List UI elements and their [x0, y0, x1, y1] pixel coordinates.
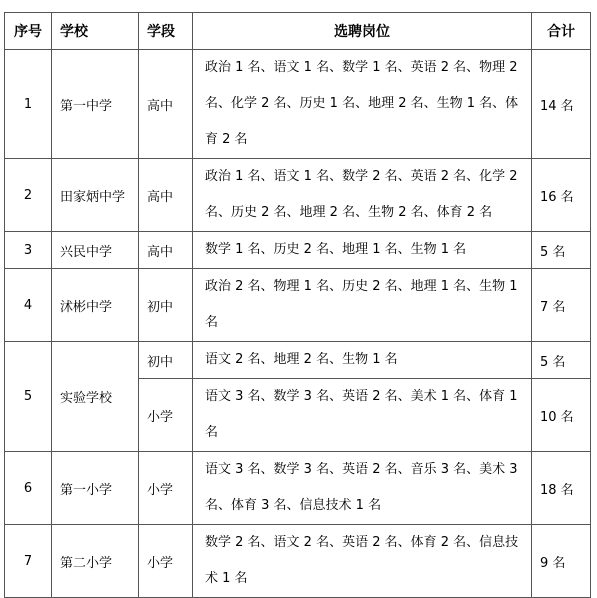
header-positions: 选聘岗位	[193, 13, 532, 50]
row-no: 2	[5, 159, 52, 232]
row-stage: 高中	[139, 159, 193, 232]
table-row	[5, 342, 591, 379]
row-no: 3	[5, 232, 52, 269]
table-row	[5, 50, 591, 159]
header-no: 序号	[5, 13, 52, 50]
row-stage: 小学	[139, 452, 193, 525]
row-stage: 高中	[139, 50, 193, 159]
row-no: 6	[5, 452, 52, 525]
row-school: 田家炳中学	[52, 159, 139, 232]
row-school: 沭彬中学	[52, 269, 139, 342]
row-no: 5	[5, 342, 52, 452]
row-school: 第一小学	[52, 452, 139, 525]
row-school: 第一中学	[52, 50, 139, 159]
row-stage: 初中	[139, 342, 193, 379]
row-positions: 数学 2 名、语文 2 名、英语 2 名、体育 2 名、信息技术 1 名	[193, 525, 532, 598]
row-positions: 政治 1 名、语文 1 名、数学 2 名、英语 2 名、化学 2 名、历史 2 名、地理 2 名、生物 2 名、体育 2 名	[193, 159, 532, 232]
header-total: 合计	[532, 13, 591, 50]
header-school: 学校	[52, 13, 139, 50]
row-school: 实验学校	[52, 342, 139, 452]
row-school: 第二小学	[52, 525, 139, 598]
row-positions: 数学 1 名、历史 2 名、地理 1 名、生物 1 名	[193, 232, 532, 269]
recruitment-table	[4, 12, 591, 598]
row-school: 兴民中学	[52, 232, 139, 269]
row-total: 7 名	[532, 269, 591, 342]
row-stage: 小学	[139, 379, 193, 452]
row-total: 5 名	[532, 342, 591, 379]
table-row	[5, 159, 591, 232]
row-positions: 语文 3 名、数学 3 名、英语 2 名、音乐 3 名、美术 3 名、体育 3 名、信息技术 1 名	[193, 452, 532, 525]
table-row	[5, 452, 591, 525]
row-total: 14 名	[532, 50, 591, 159]
row-positions: 语文 3 名、数学 3 名、英语 2 名、美术 1 名、体育 1 名	[193, 379, 532, 452]
row-no: 1	[5, 50, 52, 159]
row-no: 7	[5, 525, 52, 598]
row-total: 16 名	[532, 159, 591, 232]
header-row	[5, 13, 591, 50]
row-stage: 高中	[139, 232, 193, 269]
row-stage: 小学	[139, 525, 193, 598]
row-positions: 语文 2 名、地理 2 名、生物 1 名	[193, 342, 532, 379]
header-stage: 学段	[139, 13, 193, 50]
row-total: 10 名	[532, 379, 591, 452]
row-total: 9 名	[532, 525, 591, 598]
row-stage: 初中	[139, 269, 193, 342]
table-row	[5, 232, 591, 269]
table-row	[5, 525, 591, 598]
row-total: 5 名	[532, 232, 591, 269]
row-no: 4	[5, 269, 52, 342]
table-row	[5, 269, 591, 342]
row-positions: 政治 2 名、物理 1 名、历史 2 名、地理 1 名、生物 1 名	[193, 269, 532, 342]
row-positions: 政治 1 名、语文 1 名、数学 1 名、英语 2 名、物理 2 名、化学 2 名、历史 1 名、地理 2 名、生物 1 名、体育 2 名	[193, 50, 532, 159]
row-total: 18 名	[532, 452, 591, 525]
